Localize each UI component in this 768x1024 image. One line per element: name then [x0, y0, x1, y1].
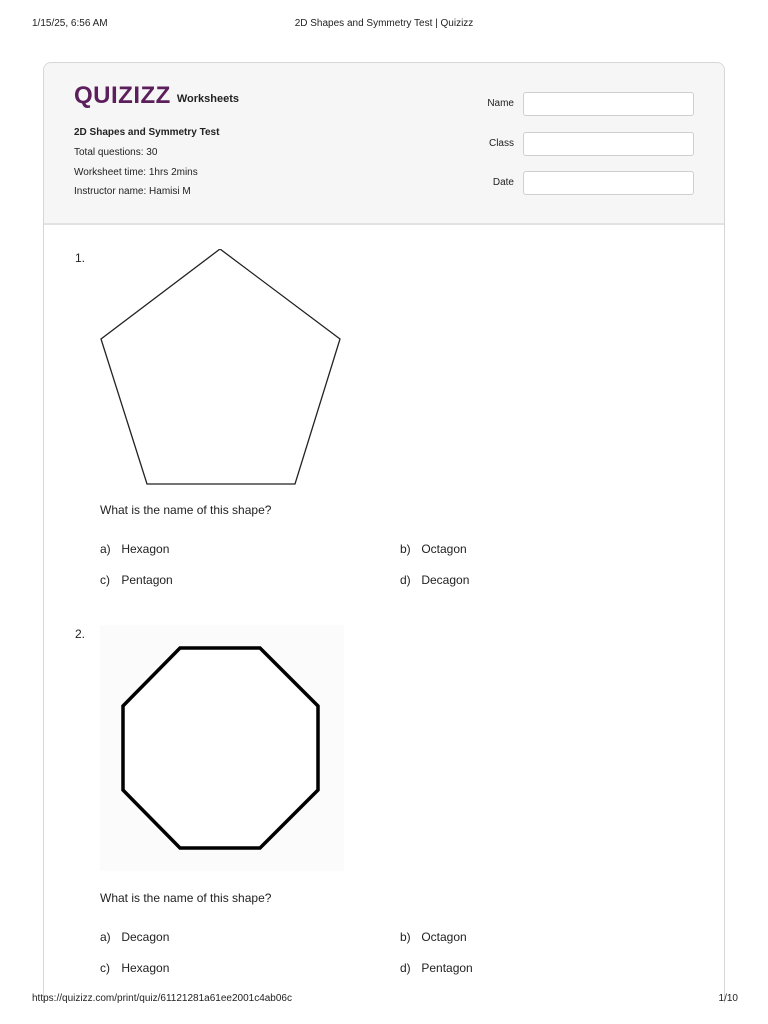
print-datetime: 1/15/25, 6:56 AM: [32, 18, 108, 29]
worksheet: [43, 62, 725, 1003]
print-header: [0, 18, 768, 32]
logo-wordmark: QUIZIZZ: [74, 82, 171, 109]
worksheet-time: Worksheet time: 1hrs 2mins: [74, 167, 198, 178]
class-input[interactable]: [523, 132, 694, 156]
option-c[interactable]: [100, 573, 173, 587]
option-text: Decagon: [121, 930, 170, 944]
question-text: What is the name of this shape?: [100, 891, 272, 905]
worksheet-header: [44, 63, 724, 225]
quizizz-logo: [74, 83, 239, 109]
print-page-number: 1/10: [718, 993, 738, 1004]
option-text: Hexagon: [121, 542, 170, 556]
option-a[interactable]: [100, 542, 169, 556]
option-letter: d): [400, 573, 411, 587]
total-questions: Total questions: 30: [74, 147, 158, 158]
option-text: Pentagon: [421, 961, 473, 975]
question-text: What is the name of this shape?: [100, 503, 272, 517]
option-text: Octagon: [421, 542, 467, 556]
option-c[interactable]: [100, 961, 169, 975]
class-label: Class: [488, 138, 514, 149]
date-input[interactable]: [523, 171, 694, 195]
option-d[interactable]: [400, 961, 473, 975]
option-b[interactable]: [400, 930, 467, 944]
name-field-row: [464, 92, 694, 116]
option-a[interactable]: [100, 930, 169, 944]
name-input[interactable]: [523, 92, 694, 116]
print-page-title: 2D Shapes and Symmetry Test | Quizizz: [294, 18, 474, 29]
name-label: Name: [487, 98, 514, 109]
date-field-row: [464, 171, 694, 195]
option-letter: a): [100, 542, 111, 556]
class-field-row: [464, 132, 694, 156]
option-text: Decagon: [421, 573, 470, 587]
option-d[interactable]: [400, 573, 469, 587]
option-text: Hexagon: [121, 961, 170, 975]
option-text: Pentagon: [121, 573, 173, 587]
option-letter: c): [100, 961, 110, 975]
question-number: 2.: [75, 627, 86, 641]
logo-subtitle: Worksheets: [176, 93, 239, 105]
option-letter: d): [400, 961, 411, 975]
worksheet-title: 2D Shapes and Symmetry Test: [74, 127, 220, 138]
option-letter: c): [100, 573, 110, 587]
option-letter: b): [400, 542, 411, 556]
option-text: Octagon: [421, 930, 467, 944]
date-label: Date: [492, 177, 514, 188]
pentagon-image: [100, 249, 344, 489]
octagon-image: [100, 625, 344, 871]
option-letter: a): [100, 930, 111, 944]
question-number: 1.: [75, 251, 86, 265]
instructor-name: Instructor name: Hamisi M: [74, 186, 191, 197]
print-url[interactable]: https://quizizz.com/print/quiz/61121281a61ee2001c4ab06c: [32, 993, 292, 1004]
option-letter: b): [400, 930, 411, 944]
print-footer: [0, 993, 768, 1007]
option-b[interactable]: [400, 542, 467, 556]
